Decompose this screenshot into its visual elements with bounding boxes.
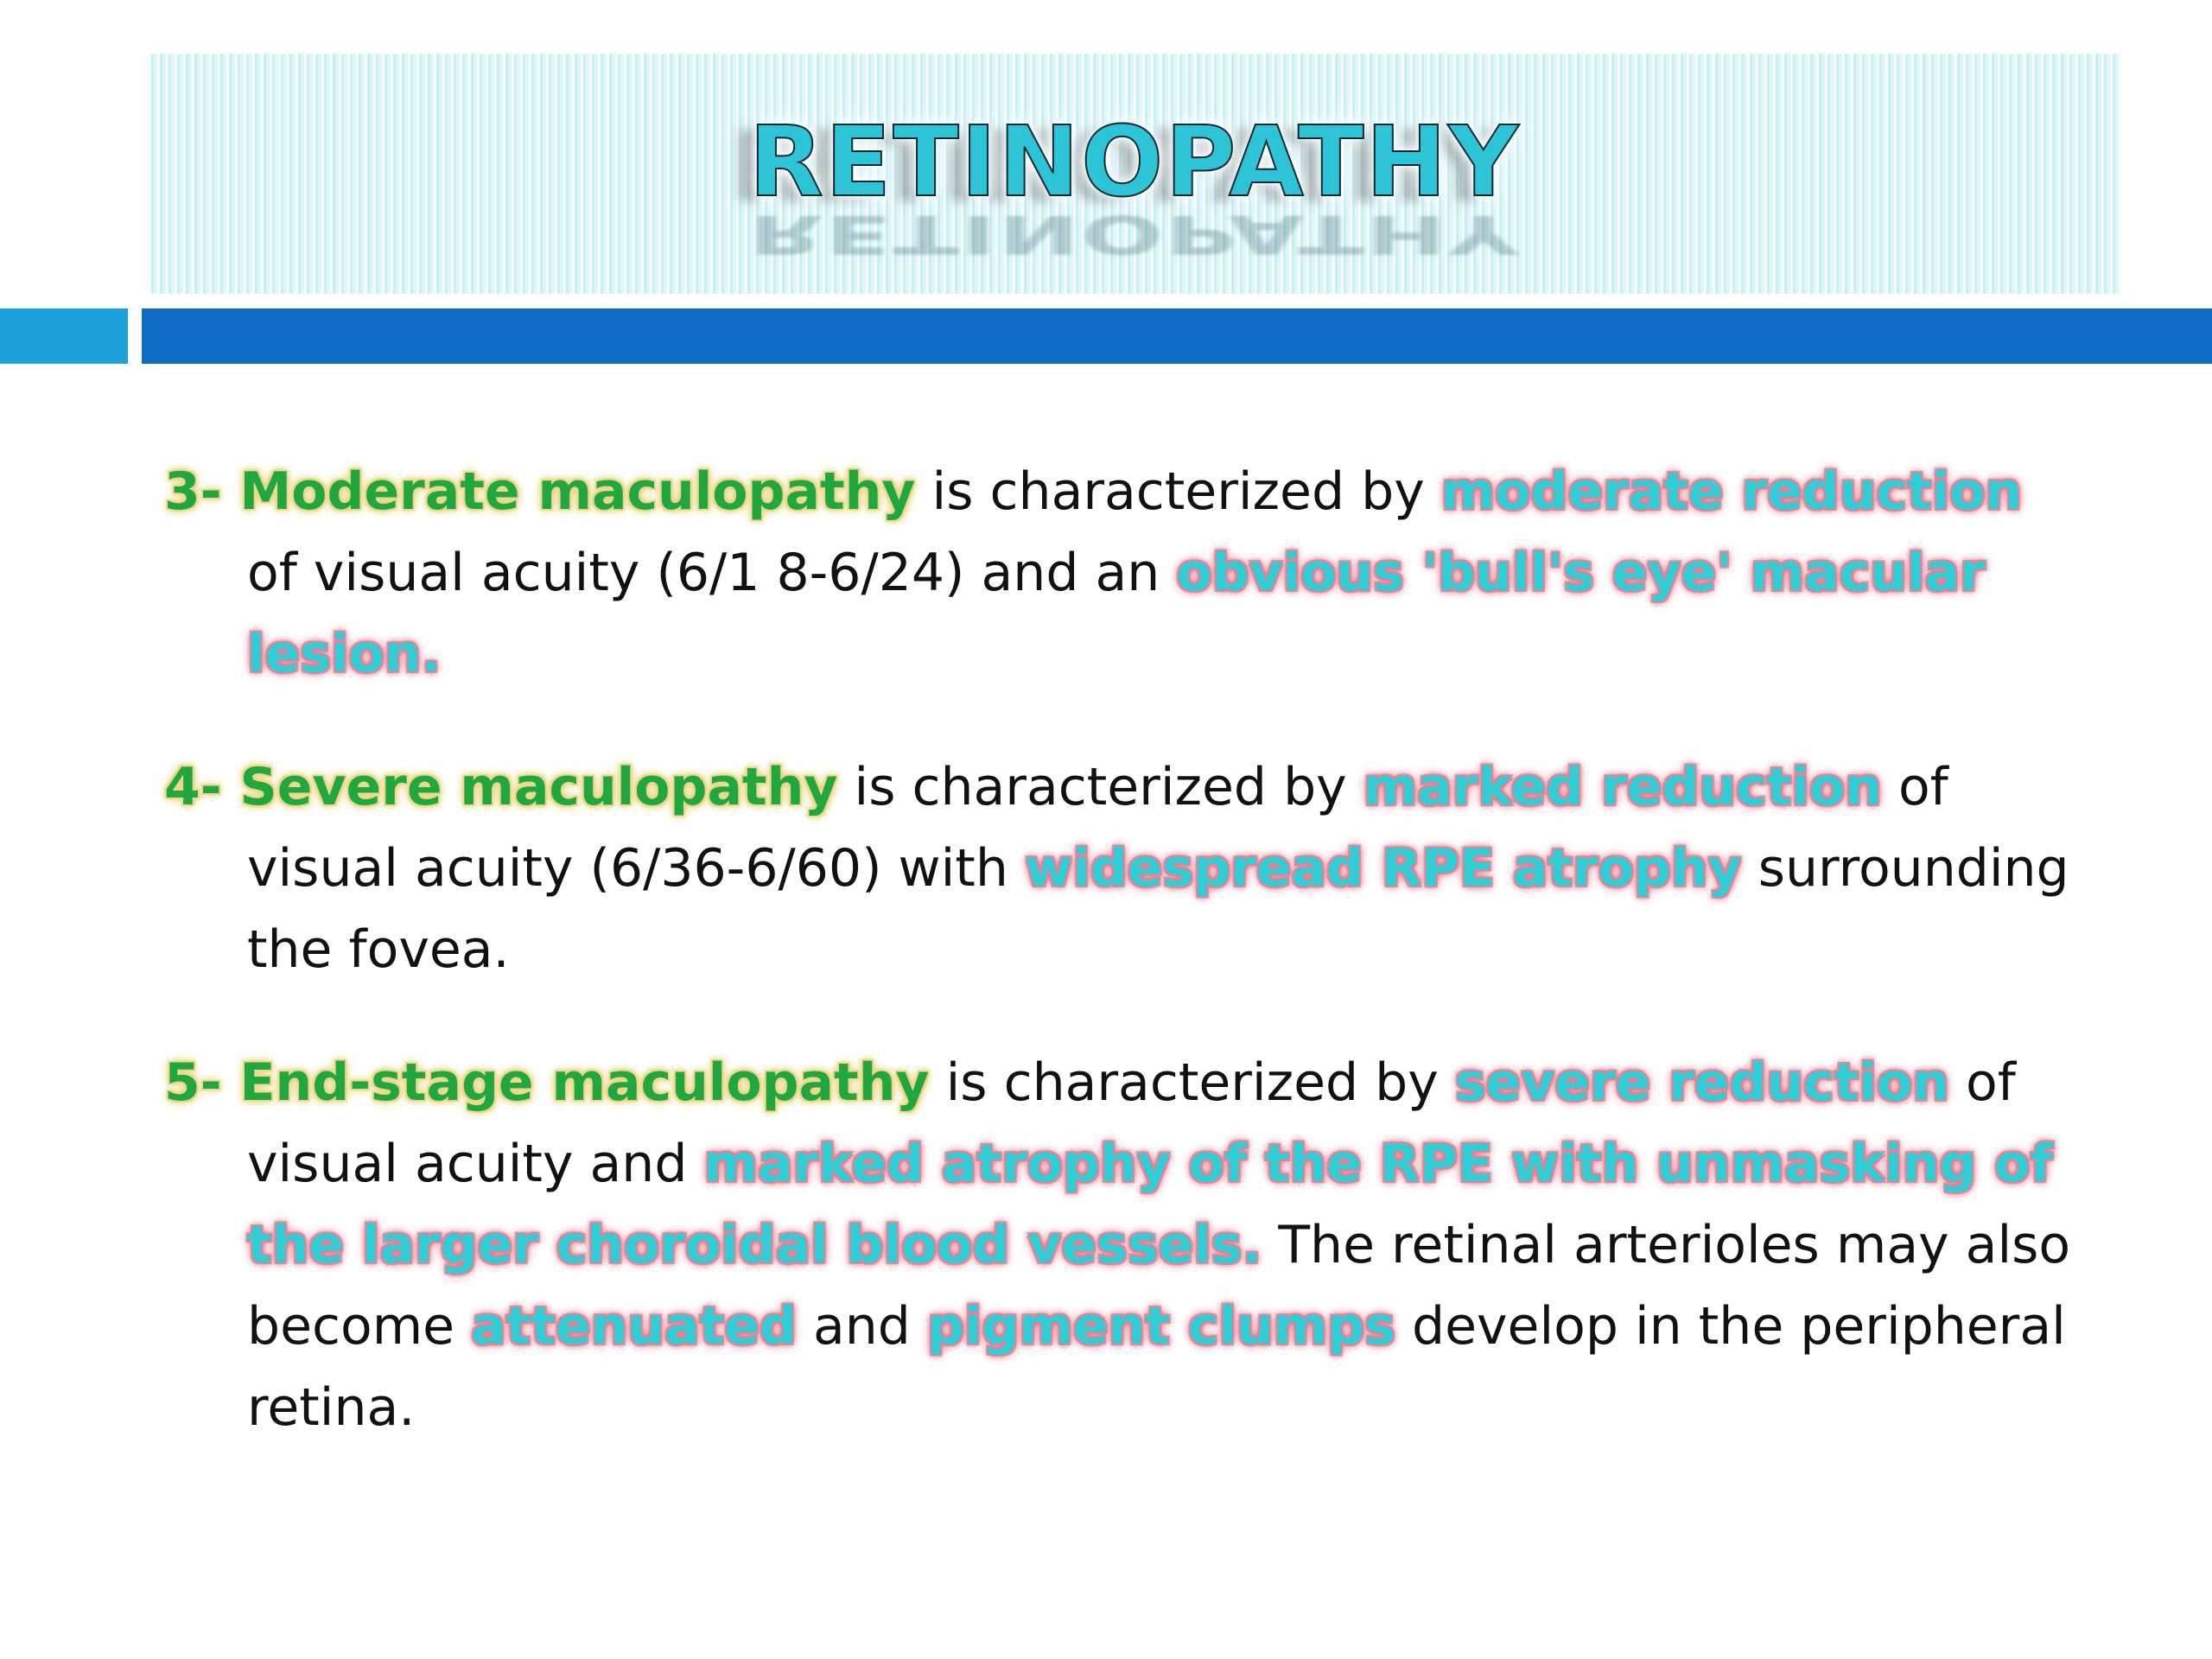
list-item-moderate-maculopathy — [164, 451, 2074, 695]
item-heading: 5- End-stage maculopathy — [164, 1052, 930, 1113]
accent-bar — [142, 308, 2212, 364]
list-item-severe-maculopathy — [164, 747, 2074, 990]
title-reflection-text: RETINOPATHY — [748, 202, 1521, 265]
list-item-end-stage-maculopathy — [164, 1042, 2074, 1448]
item-text: and — [796, 1296, 927, 1357]
item-highlight: marked atrophy of the RPE with unmasking of the larger choroidal blood vessels. — [247, 1134, 2053, 1275]
item-heading: 3- Moderate maculopathy — [164, 461, 916, 522]
item-text: is characterized by — [837, 757, 1363, 817]
item-heading: 4- Severe maculopathy — [164, 757, 838, 817]
item-highlight: severe reduction — [1454, 1052, 1949, 1113]
item-text: develop in the peripheral retina. — [247, 1296, 2066, 1438]
item-highlight: moderate reduction — [1440, 461, 2023, 522]
item-text: surrounding the fovea. — [247, 838, 2069, 980]
item-text: is characterized by — [929, 1052, 1455, 1113]
item-highlight: widespread RPE atrophy — [1024, 838, 1742, 899]
title-reflection — [149, 202, 2120, 265]
slide-title: RETINOPATHY — [748, 106, 1521, 219]
item-highlight: obvious 'bull's eye' macular lesion. — [247, 543, 1986, 684]
title-banner — [149, 54, 2120, 294]
accent-bar-left — [0, 308, 128, 364]
item-highlight: attenuated — [471, 1296, 797, 1357]
item-text: of visual acuity (6/36-6/60) with — [247, 757, 1948, 899]
item-highlight: marked reduction — [1363, 757, 1882, 817]
bullet-list — [164, 399, 2074, 1471]
item-text: of visual acuity and — [247, 1052, 2016, 1194]
item-highlight: pigment clumps — [926, 1296, 1395, 1357]
item-text: of visual acuity (6/1 8-6/24) and an — [247, 543, 1177, 603]
item-text: The retinal arterioles may also become — [247, 1215, 2071, 1357]
item-text: is characterized by — [915, 461, 1441, 522]
